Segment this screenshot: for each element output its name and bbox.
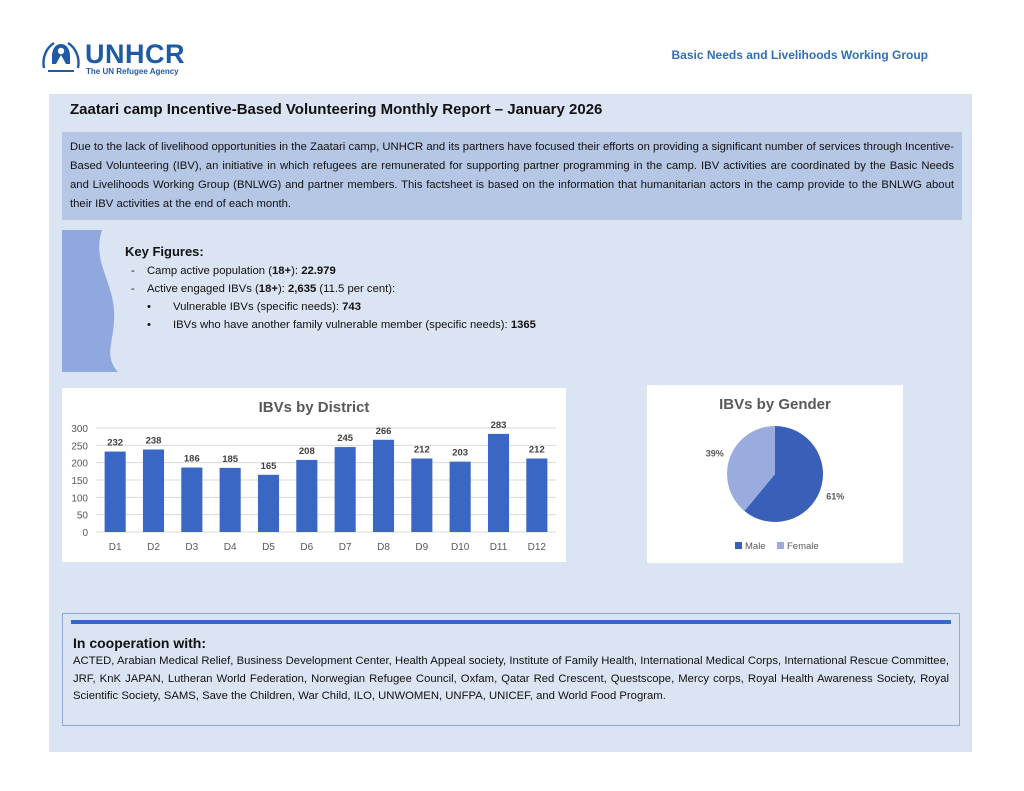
bar	[488, 434, 509, 532]
key-figures-list	[125, 262, 536, 334]
key-figure-item	[125, 280, 536, 298]
bar-value-label: 203	[452, 447, 469, 459]
x-tick-label: D11	[489, 542, 508, 553]
bar-value-label: 212	[528, 444, 545, 456]
bar	[335, 447, 356, 532]
key-figure-label: ):	[277, 283, 288, 295]
x-tick-label: D9	[415, 542, 429, 553]
key-figure-item	[125, 298, 536, 316]
key-figure-text	[147, 262, 336, 280]
key-figure-label: Active engaged IBVs (	[147, 283, 259, 295]
bar	[296, 460, 317, 532]
decorative-wave-shape	[62, 230, 118, 372]
key-figure-text	[173, 298, 361, 316]
key-figure-label: (11.5 per cent):	[316, 283, 396, 295]
y-tick-label: 300	[71, 424, 88, 435]
cooperation-partners: ACTED, Arabian Medical Relief, Business Development Center, Health Appeal society, Institute of Family Health, International Medical Corps, International Rescue Committee, JRF, KnK JAPAN, Lutheran World Federation, Norwegian Refugee Council, Oxfam, Qatar Red Crescent, Questscope, Mercy corps, Royal Health Awareness Society, Royal Scientific Society, SAMS, Save the Children, War Child, ILO, UNWOMEN, UNFPA, UNICEF, and World Food Program.	[73, 655, 949, 702]
bar	[411, 459, 432, 532]
bar	[373, 440, 394, 532]
key-figure-value: 1365	[510, 319, 536, 331]
x-tick-label: D3	[185, 542, 199, 553]
legend-label: Male	[745, 541, 766, 552]
bar-value-label: 266	[375, 425, 392, 437]
unhcr-emblem-icon	[40, 38, 82, 78]
bar	[450, 462, 471, 532]
legend-swatch	[735, 542, 742, 549]
legend-swatch	[777, 542, 784, 549]
y-tick-label: 50	[76, 510, 88, 522]
logo-subtitle: The UN Refugee Agency	[86, 67, 179, 76]
intro-paragraph: Due to the lack of livelihood opportunities in the Zaatari camp, UNHCR and its partners have focused their efforts on providing a significant number of services through Incentive-Based Volunteering (IBV), an initiative in which refugees are remunerated for supporting partner programming in the camp. IBV activities are coordinated by the Basic Needs and Livelihoods Working Group (BNLWG) and partner members. This factsheet is based on the information that humanitarian actors in the camp provide to the BNLWG about their IBV activities at the end of each month.	[62, 132, 962, 220]
key-figure-label: Vulnerable IBVs (specific needs):	[173, 301, 343, 313]
key-figure-value: 18+	[271, 265, 292, 277]
bar	[105, 452, 126, 532]
key-figure-label: ):	[291, 265, 302, 277]
y-tick-label: 150	[71, 476, 88, 487]
district-bar-chart-svg	[62, 388, 566, 562]
chart-title: IBVs by District	[258, 399, 370, 416]
bar-value-label: 238	[145, 435, 162, 447]
slice-value-label: 39%	[705, 448, 724, 459]
key-figure-marker: -	[131, 283, 135, 295]
bar-value-label: 283	[490, 419, 507, 431]
key-figure-marker: -	[131, 265, 135, 277]
bar	[181, 468, 202, 532]
y-tick-label: 200	[71, 458, 88, 470]
x-tick-label: D6	[300, 542, 314, 553]
cooperation-divider	[71, 620, 951, 624]
key-figure-label: Camp active population (	[147, 265, 272, 277]
key-figure-value: 743	[342, 301, 361, 313]
chart-title: IBVs by Gender	[719, 396, 831, 413]
key-figure-label: IBVs who have another family vulnerable member (specific needs):	[173, 319, 511, 331]
bar-value-label: 232	[107, 437, 124, 449]
x-tick-label: D7	[338, 542, 352, 553]
x-tick-label: D1	[108, 542, 122, 553]
unhcr-logo	[40, 38, 200, 78]
x-tick-label: D10	[450, 542, 470, 553]
key-figure-text	[173, 316, 536, 334]
key-figure-item	[125, 262, 536, 280]
y-tick-label: 100	[71, 493, 88, 505]
x-tick-label: D8	[377, 542, 390, 553]
bar-value-label: 212	[413, 444, 430, 456]
report-title: Zaatari camp Incentive-Based Volunteering Monthly Report – January 2026	[70, 101, 603, 118]
key-figure-value: 18+	[258, 283, 278, 295]
bar-value-label: 185	[222, 453, 239, 465]
bar	[143, 449, 164, 532]
bar-value-label: 186	[183, 453, 200, 465]
key-figures-title: Key Figures:	[125, 244, 204, 259]
gender-pie-chart-svg	[647, 385, 903, 563]
slice-value-label: 61%	[826, 491, 845, 502]
gender-pie-chart	[647, 385, 903, 563]
bar-value-label: 245	[337, 433, 354, 445]
key-figure-text	[147, 280, 395, 298]
bar	[258, 475, 279, 532]
x-tick-label: D5	[262, 542, 275, 553]
cooperation-title: In cooperation with:	[73, 635, 206, 651]
key-figure-marker: •	[147, 319, 151, 331]
key-figure-marker: •	[147, 301, 151, 313]
y-tick-label: 250	[71, 441, 88, 453]
x-tick-label: D2	[147, 542, 160, 553]
key-figures	[125, 243, 536, 334]
bar	[526, 459, 547, 532]
key-figure-value: 2,635	[288, 283, 317, 295]
working-group-label: Basic Needs and Livelihoods Working Group	[671, 48, 928, 62]
logo-wordmark: UNHCR	[85, 39, 185, 69]
key-figure-item	[125, 316, 536, 334]
y-tick-label: 0	[82, 528, 88, 539]
bar	[220, 468, 241, 532]
legend-label: Female	[787, 541, 819, 552]
x-tick-label: D4	[223, 542, 237, 553]
x-tick-label: D12	[527, 542, 547, 553]
bar-value-label: 165	[260, 460, 277, 472]
district-bar-chart	[62, 388, 566, 562]
bar-value-label: 208	[298, 445, 315, 457]
key-figure-value: 22.979	[301, 265, 336, 277]
cooperation-box	[62, 613, 960, 726]
